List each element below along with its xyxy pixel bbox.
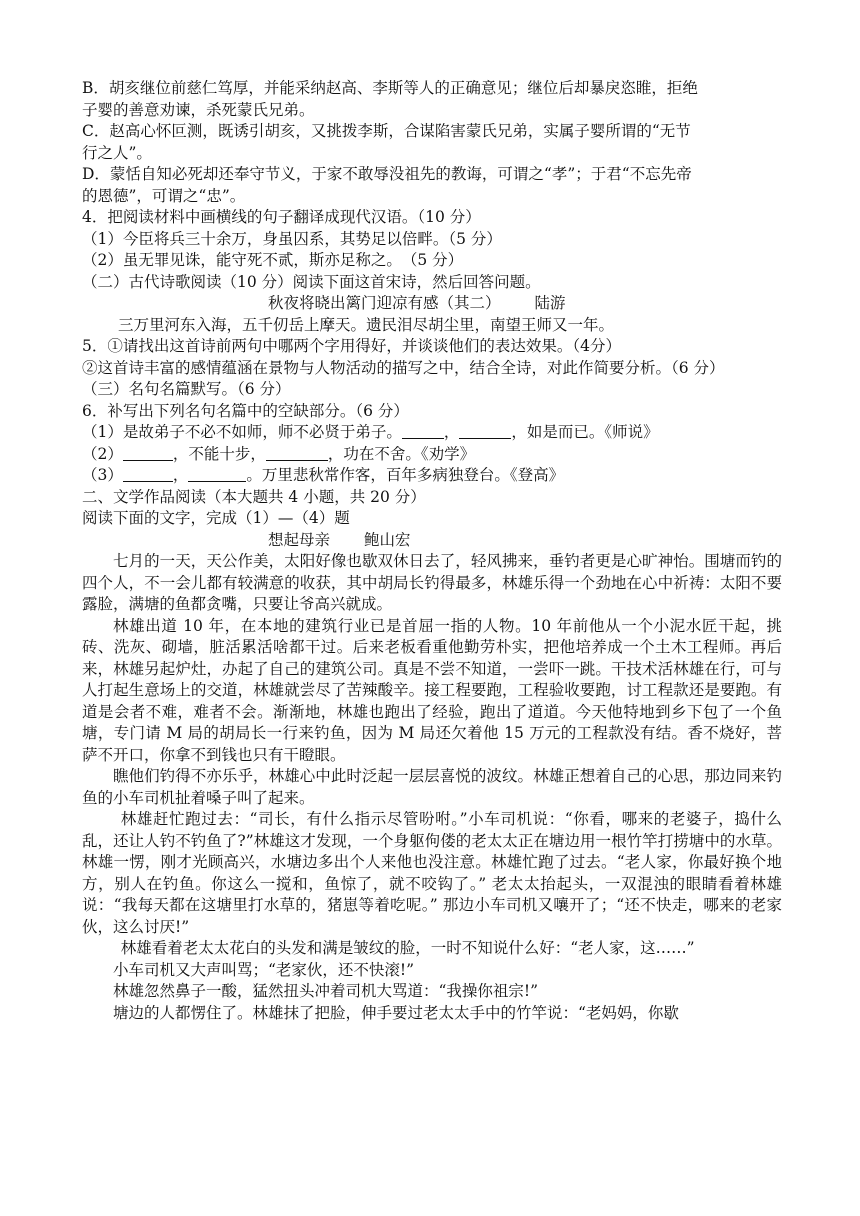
story-paragraph-7: 林雄忽然鼻子一酸，猛然扭头冲着司机大骂道：“我操你祖宗!” bbox=[113, 982, 539, 1000]
story-paragraph-1: 七月的一天，天公作美，太阳好像也歇双休日去了，轻风拂来，垂钓者更是心旷神怡。围塘而钓的四个人，不一会儿都有较满意的收获，其中胡局长钓得最多，林雄乐得一个劲地在心中祈祷：太阳不要露脸，满塘的鱼都贪嘴，只要让爷高兴就成。 bbox=[82, 552, 782, 613]
story-author: 鲍山宏 bbox=[364, 530, 411, 549]
q3-option-c-line2: 行之人”。 bbox=[82, 143, 152, 162]
story-title: 想起母亲 bbox=[268, 530, 331, 549]
poetry-section-heading: （二）古代诗歌阅读（10 分）阅读下面这首宋诗，然后回答问题。 bbox=[82, 272, 541, 291]
q5-part-2: ②这首诗丰富的感情蕴涵在景物与人物活动的描写之中，结合全诗，对此作简要分析。（6 分） bbox=[82, 358, 725, 377]
fill-blank[interactable] bbox=[459, 424, 511, 439]
story-paragraph-2: 林雄出道 10 年，在本地的建筑行业已是首屈一指的人物。10 年前他从一个小泥水匠干起，挑砖、洗灰、砌墙，脏活累活啥都干过。后来老板看重他勤劳朴实，把他培养成一个土木工程师。再后来，林雄另起炉灶，办起了自己的建筑公司。真是不尝不知道，一尝吓一跳。干技术活林雄在行，可与人打起生意场上的交道，林雄就尝尽了苦辣酸辛。接工程要跑，工程验收要跑，讨工程款还是要跑。有道是会者不难，难者不会。渐渐地，林雄也跑出了经验，跑出了道道。今天他特地到乡下包了一个鱼塘，专门请 M 局的胡局长一行来钓鱼，因为 M 局还欠着他 15 万元的工程款没有结。香不烧好，菩萨不开口，你拿不到钱也只有干瞪眼。 bbox=[82, 616, 782, 764]
q4-sentence-1: （1）今臣将兵三十余万，身虽囚系，其势足以倍畔。（5 分） bbox=[82, 229, 502, 248]
q3-option-c-line1: C．赵高心怀叵测，既诱引胡亥，又挑拨李斯，合谋陷害蒙氏兄弟，实属子婴所谓的“无节 bbox=[82, 122, 691, 140]
q5-part-1: 5．①请找出这首诗前两句中哪两个字用得好，并谈谈他们的表达效果。（4分） bbox=[82, 337, 621, 355]
poem-author: 陆游 bbox=[534, 294, 566, 312]
q6-item-1: （1）是故弟子不必不如师，师不必贤于弟子。 ， ，如是而已。《师说》 bbox=[82, 423, 659, 441]
q4-sentence-2: （2）虽无罪见诛，能守死不贰，斯亦足称之。 （5 分） bbox=[82, 251, 464, 269]
fill-blank[interactable] bbox=[123, 446, 173, 461]
fill-blank[interactable] bbox=[188, 467, 246, 482]
q4-stem: 4．把阅读材料中画横线的句子翻译成现代汉语。（10 分） bbox=[82, 208, 481, 226]
q6-stem: 6．补写出下列名句名篇中的空缺部分。（6 分） bbox=[82, 401, 409, 420]
story-paragraph-6: 小车司机又大声叫骂；“老家伙，还不快滚!” bbox=[113, 960, 415, 979]
fill-blank[interactable] bbox=[123, 467, 173, 482]
literature-instruction: 阅读下面的文字，完成（1）—（4）题 bbox=[82, 509, 350, 527]
q3-option-d-line1: D．蒙恬自知必死却还奉守节义，于家不敢辱没祖先的教诲，可谓之“孝”；于君“不忘先帝 bbox=[82, 165, 692, 183]
story-title-line bbox=[82, 530, 782, 552]
q3-option-d-line2: 的恩德”，可谓之“忠”。 bbox=[82, 186, 246, 205]
fill-blank[interactable] bbox=[266, 446, 328, 461]
q3-option-b-line1: B．胡亥继位前慈仁笃厚，并能采纳赵高、李斯等人的正确意见；继位后却暴戾恣睢，拒绝 bbox=[82, 79, 698, 97]
document-page bbox=[82, 78, 782, 1024]
poem-body: 三万里河东入海，五千仞岳上摩天。遗民泪尽胡尘里，南望王师又一年。 bbox=[118, 315, 615, 334]
story-paragraph-8: 塘边的人都愣住了。林雄抹了把脸，伸手要过老太太手中的竹竿说：“老妈妈，你歇 bbox=[113, 1003, 679, 1022]
fill-blank[interactable] bbox=[402, 424, 444, 439]
story-paragraph-3: 瞧他们钓得不亦乐乎，林雄心中此时泛起一层层喜悦的波纹。林雄正想着自己的心思，那边同来钓鱼的小车司机扯着嗓子叫了起来。 bbox=[82, 767, 782, 807]
story-paragraph-4: 林雄赶忙跑过去：“司长，有什么指示尽管吩咐。”小车司机说：“你看，哪来的老婆子，捣什么乱，还让人钓不钓鱼了?”林雄这才发现，一个身躯佝偻的老太太正在塘边用一根竹竿打捞塘中的水草。林雄一愣，刚才光顾高兴，水塘边多出个人来他也没注意。林雄忙跑了过去。“老人家，你最好换个地方，别人在钓鱼。你这么一搅和，鱼惊了，就不咬钩了。” 老太太抬起头，一双混浊的眼睛看着林雄说：“我每天都在这塘里打水草的，猪崽等着吃呢。” 那边小车司机又嚷开了；“还不快走，哪来的老家伙，这么讨厌!” bbox=[82, 810, 782, 936]
literature-section-heading: 二、文学作品阅读（本大题共 4 小题，共 20 分） bbox=[82, 487, 426, 506]
q3-option-b-line2: 子婴的善意劝谏，杀死蒙氏兄弟。 bbox=[82, 100, 315, 119]
q6-item-3: （3） ， 。万里悲秋常作客，百年多病独登台。《登高》 bbox=[82, 466, 565, 484]
famous-lines-heading: （三）名句名篇默写。（6 分） bbox=[82, 380, 291, 398]
story-paragraph-5: 林雄看着老太太花白的头发和满是皱纹的脸，一时不知说什么好：“老人家，这……” bbox=[120, 939, 695, 957]
q6-item-2: （2） ，不能十步， ，功在不舍。《劝学》 bbox=[82, 444, 476, 463]
poem-title: 秋夜将晓出篱门迎凉有感（其二） bbox=[268, 294, 501, 312]
poem-title-line bbox=[82, 293, 782, 315]
